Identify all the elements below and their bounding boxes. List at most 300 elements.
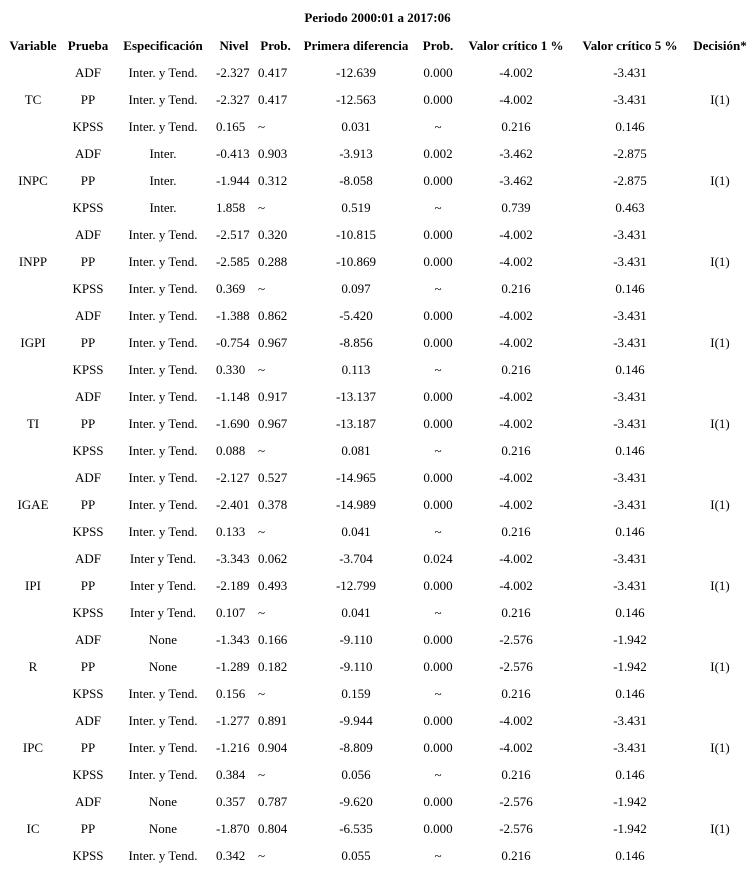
first-diff-prob: 0.002: [423, 145, 453, 161]
first-diff-stat: -13.137: [335, 388, 377, 404]
level-stat: 0.330: [216, 361, 246, 377]
level-stat: -2.127: [216, 469, 250, 485]
level-prob: ~: [258, 766, 266, 782]
level-stat: -2.517: [216, 226, 250, 242]
first-diff-prob: 0.000: [423, 64, 453, 80]
header-valor-critico-1: Valor crítico 1 %: [468, 37, 564, 53]
critical-value-5: 0.146: [615, 766, 645, 782]
variable-name: R: [28, 658, 38, 674]
first-diff-prob: 0.000: [423, 793, 453, 809]
first-diff-stat: -8.809: [339, 739, 373, 755]
level-prob: 0.862: [258, 307, 288, 323]
first-diff-stat: -6.535: [339, 820, 373, 836]
table-row: [4, 302, 753, 329]
level-prob: ~: [258, 361, 266, 377]
test-name: KPSS: [72, 361, 104, 377]
critical-value-5: -3.431: [613, 307, 647, 323]
level-stat: -1.690: [216, 415, 250, 431]
critical-value-1: 0.216: [501, 442, 531, 458]
critical-value-1: 0.216: [501, 847, 531, 863]
level-stat: -1.216: [216, 739, 250, 755]
critical-value-1: -4.002: [499, 334, 533, 350]
variable-name: TI: [26, 415, 40, 431]
first-diff-prob: 0.000: [423, 388, 453, 404]
first-diff-prob: 0.000: [423, 334, 453, 350]
header-nivel: Nivel: [219, 37, 249, 53]
critical-value-1: 0.216: [501, 118, 531, 134]
table-row: [4, 437, 753, 464]
test-name: ADF: [74, 712, 101, 728]
critical-value-5: -3.431: [613, 577, 647, 593]
first-diff-prob: ~: [434, 604, 442, 620]
critical-value-1: 0.216: [501, 604, 531, 620]
specification: Inter. y Tend.: [128, 280, 198, 296]
level-stat: -3.343: [216, 550, 250, 566]
critical-value-5: 0.146: [615, 361, 645, 377]
table-row: [4, 599, 753, 626]
header-valor-critico-5: Valor crítico 5 %: [582, 37, 678, 53]
critical-value-1: 0.216: [501, 361, 531, 377]
level-stat: -2.327: [216, 91, 250, 107]
test-name: PP: [80, 739, 96, 755]
critical-value-1: -3.462: [499, 172, 533, 188]
first-diff-stat: 0.113: [341, 361, 371, 377]
critical-value-1: -2.576: [499, 631, 533, 647]
critical-value-5: -3.431: [613, 415, 647, 431]
level-prob: 0.967: [258, 334, 288, 350]
test-name: ADF: [74, 307, 101, 323]
table-row: [4, 329, 753, 356]
table-row: [4, 572, 753, 599]
table-row: [4, 113, 753, 140]
critical-value-5: -2.875: [613, 172, 647, 188]
critical-value-1: -4.002: [499, 307, 533, 323]
specification: Inter. y Tend.: [128, 91, 198, 107]
variable-name: IGPI: [20, 334, 46, 350]
level-prob: ~: [258, 685, 266, 701]
specification: Inter. y Tend.: [128, 739, 198, 755]
critical-value-1: -4.002: [499, 496, 533, 512]
decision-cell: I(1): [710, 91, 730, 107]
test-name: KPSS: [72, 604, 104, 620]
first-diff-prob: 0.000: [423, 469, 453, 485]
critical-value-1: -4.002: [499, 469, 533, 485]
specification: Inter. y Tend.: [128, 523, 198, 539]
critical-value-5: -3.431: [613, 226, 647, 242]
critical-value-5: -3.431: [613, 712, 647, 728]
level-prob: ~: [258, 118, 266, 134]
first-diff-stat: -3.913: [339, 145, 373, 161]
level-stat: -1.289: [216, 658, 250, 674]
table-row: [4, 140, 753, 167]
decision-cell: I(1): [710, 658, 730, 674]
critical-value-1: 0.739: [501, 199, 531, 215]
specification: Inter. y Tend.: [128, 226, 198, 242]
first-diff-stat: 0.097: [341, 280, 371, 296]
first-diff-stat: 0.055: [341, 847, 371, 863]
first-diff-prob: ~: [434, 766, 442, 782]
critical-value-5: -2.875: [613, 145, 647, 161]
critical-value-1: 0.216: [501, 280, 531, 296]
test-name: ADF: [74, 793, 101, 809]
critical-value-1: -4.002: [499, 388, 533, 404]
test-name: PP: [80, 577, 96, 593]
table-row: [4, 626, 753, 653]
specification: Inter y Tend.: [129, 577, 197, 593]
table-row: [4, 653, 753, 680]
critical-value-1: 0.216: [501, 523, 531, 539]
variable-name: TC: [24, 91, 42, 107]
critical-value-1: -4.002: [499, 550, 533, 566]
first-diff-stat: -12.639: [335, 64, 377, 80]
first-diff-stat: -10.869: [335, 253, 377, 269]
first-diff-prob: ~: [434, 685, 442, 701]
specification: Inter. y Tend.: [128, 334, 198, 350]
variable-name: IPI: [25, 577, 41, 593]
critical-value-5: -1.942: [613, 658, 647, 674]
first-diff-prob: ~: [434, 361, 442, 377]
test-name: KPSS: [72, 523, 104, 539]
header-variable: Variable: [9, 37, 57, 53]
first-diff-prob: ~: [434, 442, 442, 458]
first-diff-stat: 0.041: [341, 523, 371, 539]
test-name: ADF: [74, 145, 101, 161]
table-row: [4, 815, 753, 842]
test-name: KPSS: [72, 280, 104, 296]
specification: None: [148, 658, 178, 674]
test-name: KPSS: [72, 442, 104, 458]
level-prob: 0.787: [258, 793, 288, 809]
level-prob: 0.903: [258, 145, 288, 161]
first-diff-stat: -13.187: [335, 415, 377, 431]
first-diff-prob: 0.000: [423, 307, 453, 323]
critical-value-5: 0.146: [615, 847, 645, 863]
table-row: [4, 680, 753, 707]
table-row: [4, 275, 753, 302]
decision-cell: I(1): [710, 820, 730, 836]
first-diff-prob: 0.000: [423, 91, 453, 107]
critical-value-1: -2.576: [499, 793, 533, 809]
critical-value-5: -1.942: [613, 820, 647, 836]
level-stat: -0.413: [216, 145, 250, 161]
critical-value-1: -2.576: [499, 820, 533, 836]
decision-cell: I(1): [710, 253, 730, 269]
critical-value-5: -1.942: [613, 793, 647, 809]
header-especificacion: Especificación: [123, 37, 203, 53]
critical-value-5: 0.146: [615, 280, 645, 296]
critical-value-5: 0.463: [615, 199, 645, 215]
test-name: PP: [80, 172, 96, 188]
first-diff-prob: 0.000: [423, 253, 453, 269]
level-stat: -1.388: [216, 307, 250, 323]
specification: Inter.: [149, 145, 177, 161]
specification: Inter. y Tend.: [128, 388, 198, 404]
specification: Inter.: [149, 199, 177, 215]
test-name: KPSS: [72, 847, 104, 863]
level-prob: ~: [258, 280, 266, 296]
critical-value-1: -4.002: [499, 226, 533, 242]
level-stat: -2.327: [216, 64, 250, 80]
table-row: [4, 545, 753, 572]
critical-value-1: -4.002: [499, 91, 533, 107]
decision-cell: I(1): [710, 496, 730, 512]
test-name: PP: [80, 496, 96, 512]
table-row: [4, 86, 753, 113]
header-prob-diferencia: Prob.: [422, 37, 454, 53]
first-diff-prob: 0.000: [423, 820, 453, 836]
critical-value-1: 0.216: [501, 766, 531, 782]
test-name: KPSS: [72, 199, 104, 215]
first-diff-prob: ~: [434, 118, 442, 134]
table-title: Periodo 2000:01 a 2017:06: [304, 10, 451, 25]
level-prob: ~: [258, 523, 266, 539]
test-name: PP: [80, 415, 96, 431]
specification: None: [148, 820, 178, 836]
first-diff-stat: 0.041: [341, 604, 371, 620]
first-diff-prob: 0.000: [423, 415, 453, 431]
first-diff-stat: -9.944: [339, 712, 373, 728]
variable-name: IC: [26, 820, 40, 836]
first-diff-prob: 0.000: [423, 631, 453, 647]
variable-name: INPC: [18, 172, 48, 188]
first-diff-stat: -10.815: [335, 226, 377, 242]
critical-value-1: -4.002: [499, 253, 533, 269]
header-decision: Decisión*: [693, 37, 747, 53]
critical-value-5: -3.431: [613, 64, 647, 80]
table-row: [4, 59, 753, 86]
level-stat: 0.384: [216, 766, 246, 782]
table-row: [4, 707, 753, 734]
critical-value-1: -4.002: [499, 64, 533, 80]
table-row: [4, 761, 753, 788]
first-diff-stat: 0.031: [341, 118, 371, 134]
specification: None: [148, 793, 178, 809]
first-diff-prob: ~: [434, 847, 442, 863]
critical-value-5: 0.146: [615, 442, 645, 458]
level-stat: 0.107: [216, 604, 246, 620]
specification: Inter. y Tend.: [128, 496, 198, 512]
level-prob: 0.417: [258, 64, 288, 80]
critical-value-5: -3.431: [613, 550, 647, 566]
first-diff-prob: 0.000: [423, 172, 453, 188]
level-prob: 0.166: [258, 631, 288, 647]
level-prob: 0.417: [258, 91, 288, 107]
critical-value-5: -1.942: [613, 631, 647, 647]
first-diff-stat: -14.965: [335, 469, 377, 485]
critical-value-1: -3.462: [499, 145, 533, 161]
level-stat: -1.343: [216, 631, 250, 647]
critical-value-5: -3.431: [613, 253, 647, 269]
critical-value-1: -2.576: [499, 658, 533, 674]
level-stat: 0.165: [216, 118, 246, 134]
level-stat: -1.870: [216, 820, 250, 836]
test-name: PP: [80, 658, 96, 674]
first-diff-stat: -12.799: [335, 577, 377, 593]
level-stat: -2.401: [216, 496, 250, 512]
critical-value-1: -4.002: [499, 739, 533, 755]
specification: Inter.: [149, 172, 177, 188]
unit-root-tests-table: [4, 32, 753, 869]
critical-value-5: -3.431: [613, 334, 647, 350]
decision-cell: I(1): [710, 172, 730, 188]
first-diff-stat: -9.110: [339, 658, 373, 674]
table-row: [4, 167, 753, 194]
test-name: PP: [80, 253, 96, 269]
table-row: [4, 248, 753, 275]
critical-value-5: 0.146: [615, 685, 645, 701]
decision-cell: I(1): [710, 577, 730, 593]
table-row: [4, 734, 753, 761]
specification: Inter. y Tend.: [128, 442, 198, 458]
level-prob: 0.967: [258, 415, 288, 431]
specification: Inter. y Tend.: [128, 766, 198, 782]
level-prob: 0.891: [258, 712, 288, 728]
specification: Inter. y Tend.: [128, 253, 198, 269]
first-diff-stat: -12.563: [335, 91, 377, 107]
first-diff-prob: 0.000: [423, 577, 453, 593]
level-stat: 0.133: [216, 523, 246, 539]
level-prob: ~: [258, 604, 266, 620]
level-prob: ~: [258, 199, 266, 215]
level-stat: 0.342: [216, 847, 246, 863]
specification: Inter y Tend.: [129, 550, 197, 566]
level-prob: 0.917: [258, 388, 288, 404]
level-prob: 0.804: [258, 820, 288, 836]
critical-value-1: -4.002: [499, 577, 533, 593]
table-row: [4, 842, 753, 869]
first-diff-prob: ~: [434, 199, 442, 215]
test-name: KPSS: [72, 685, 104, 701]
level-prob: 0.312: [258, 172, 288, 188]
first-diff-prob: 0.000: [423, 226, 453, 242]
test-name: ADF: [74, 226, 101, 242]
level-stat: -1.944: [216, 172, 250, 188]
critical-value-1: -4.002: [499, 415, 533, 431]
first-diff-stat: -8.856: [339, 334, 373, 350]
level-prob: ~: [258, 442, 266, 458]
critical-value-5: 0.146: [615, 118, 645, 134]
specification: Inter. y Tend.: [128, 64, 198, 80]
specification: Inter. y Tend.: [128, 415, 198, 431]
header-row: [4, 32, 753, 59]
table-body: [4, 59, 753, 869]
first-diff-stat: -9.620: [339, 793, 373, 809]
table-row: [4, 464, 753, 491]
level-prob: ~: [258, 847, 266, 863]
table-row: [4, 788, 753, 815]
header-prob-nivel: Prob.: [260, 37, 291, 53]
specification: Inter. y Tend.: [128, 361, 198, 377]
test-name: ADF: [74, 550, 101, 566]
table-row: [4, 356, 753, 383]
level-stat: -2.585: [216, 253, 250, 269]
first-diff-stat: 0.159: [341, 685, 371, 701]
critical-value-5: 0.146: [615, 604, 645, 620]
table-row: [4, 491, 753, 518]
header-primera-diferencia: Primera diferencia: [303, 37, 409, 53]
test-name: PP: [80, 820, 96, 836]
specification: Inter. y Tend.: [128, 118, 198, 134]
first-diff-prob: 0.000: [423, 658, 453, 674]
test-name: PP: [80, 91, 96, 107]
level-stat: -1.148: [216, 388, 250, 404]
first-diff-prob: ~: [434, 523, 442, 539]
level-prob: 0.062: [258, 550, 288, 566]
level-stat: -2.189: [216, 577, 250, 593]
first-diff-prob: 0.000: [423, 496, 453, 512]
specification: None: [148, 631, 178, 647]
level-stat: 0.369: [216, 280, 246, 296]
first-diff-stat: -5.420: [339, 307, 373, 323]
level-prob: 0.904: [258, 739, 288, 755]
variable-name: IPC: [22, 739, 44, 755]
level-stat: 0.357: [216, 793, 246, 809]
specification: Inter. y Tend.: [128, 847, 198, 863]
decision-cell: I(1): [710, 334, 730, 350]
first-diff-prob: 0.000: [423, 739, 453, 755]
test-name: KPSS: [72, 118, 104, 134]
specification: Inter. y Tend.: [128, 685, 198, 701]
table-row: [4, 194, 753, 221]
level-prob: 0.493: [258, 577, 288, 593]
level-prob: 0.320: [258, 226, 288, 242]
decision-cell: I(1): [710, 739, 730, 755]
first-diff-prob: 0.024: [423, 550, 453, 566]
critical-value-1: -4.002: [499, 712, 533, 728]
table-row: [4, 221, 753, 248]
critical-value-5: -3.431: [613, 91, 647, 107]
test-name: PP: [80, 334, 96, 350]
level-stat: -0.754: [216, 334, 250, 350]
level-prob: 0.288: [258, 253, 288, 269]
critical-value-5: -3.431: [613, 469, 647, 485]
level-stat: 1.858: [216, 199, 246, 215]
specification: Inter. y Tend.: [128, 712, 198, 728]
first-diff-stat: 0.056: [341, 766, 371, 782]
critical-value-5: -3.431: [613, 739, 647, 755]
level-prob: 0.527: [258, 469, 288, 485]
first-diff-stat: -9.110: [339, 631, 373, 647]
critical-value-1: 0.216: [501, 685, 531, 701]
table-row: [4, 383, 753, 410]
test-name: ADF: [74, 388, 101, 404]
level-stat: -1.277: [216, 712, 250, 728]
first-diff-prob: ~: [434, 280, 442, 296]
first-diff-stat: -14.989: [335, 496, 377, 512]
specification: Inter y Tend.: [129, 604, 197, 620]
critical-value-5: -3.431: [613, 496, 647, 512]
first-diff-stat: 0.519: [341, 199, 371, 215]
decision-cell: I(1): [710, 415, 730, 431]
header-prueba: Prueba: [67, 37, 109, 53]
variable-name: INPP: [18, 253, 48, 269]
critical-value-5: 0.146: [615, 523, 645, 539]
table-row: [4, 410, 753, 437]
test-name: ADF: [74, 469, 101, 485]
critical-value-5: -3.431: [613, 388, 647, 404]
level-prob: 0.182: [258, 658, 288, 674]
test-name: KPSS: [72, 766, 104, 782]
specification: Inter. y Tend.: [128, 469, 198, 485]
variable-name: IGAE: [17, 496, 49, 512]
specification: Inter. y Tend.: [128, 307, 198, 323]
test-name: ADF: [74, 64, 101, 80]
level-stat: 0.088: [216, 442, 246, 458]
table-row: [4, 518, 753, 545]
test-name: ADF: [74, 631, 101, 647]
first-diff-prob: 0.000: [423, 712, 453, 728]
level-stat: 0.156: [216, 685, 246, 701]
